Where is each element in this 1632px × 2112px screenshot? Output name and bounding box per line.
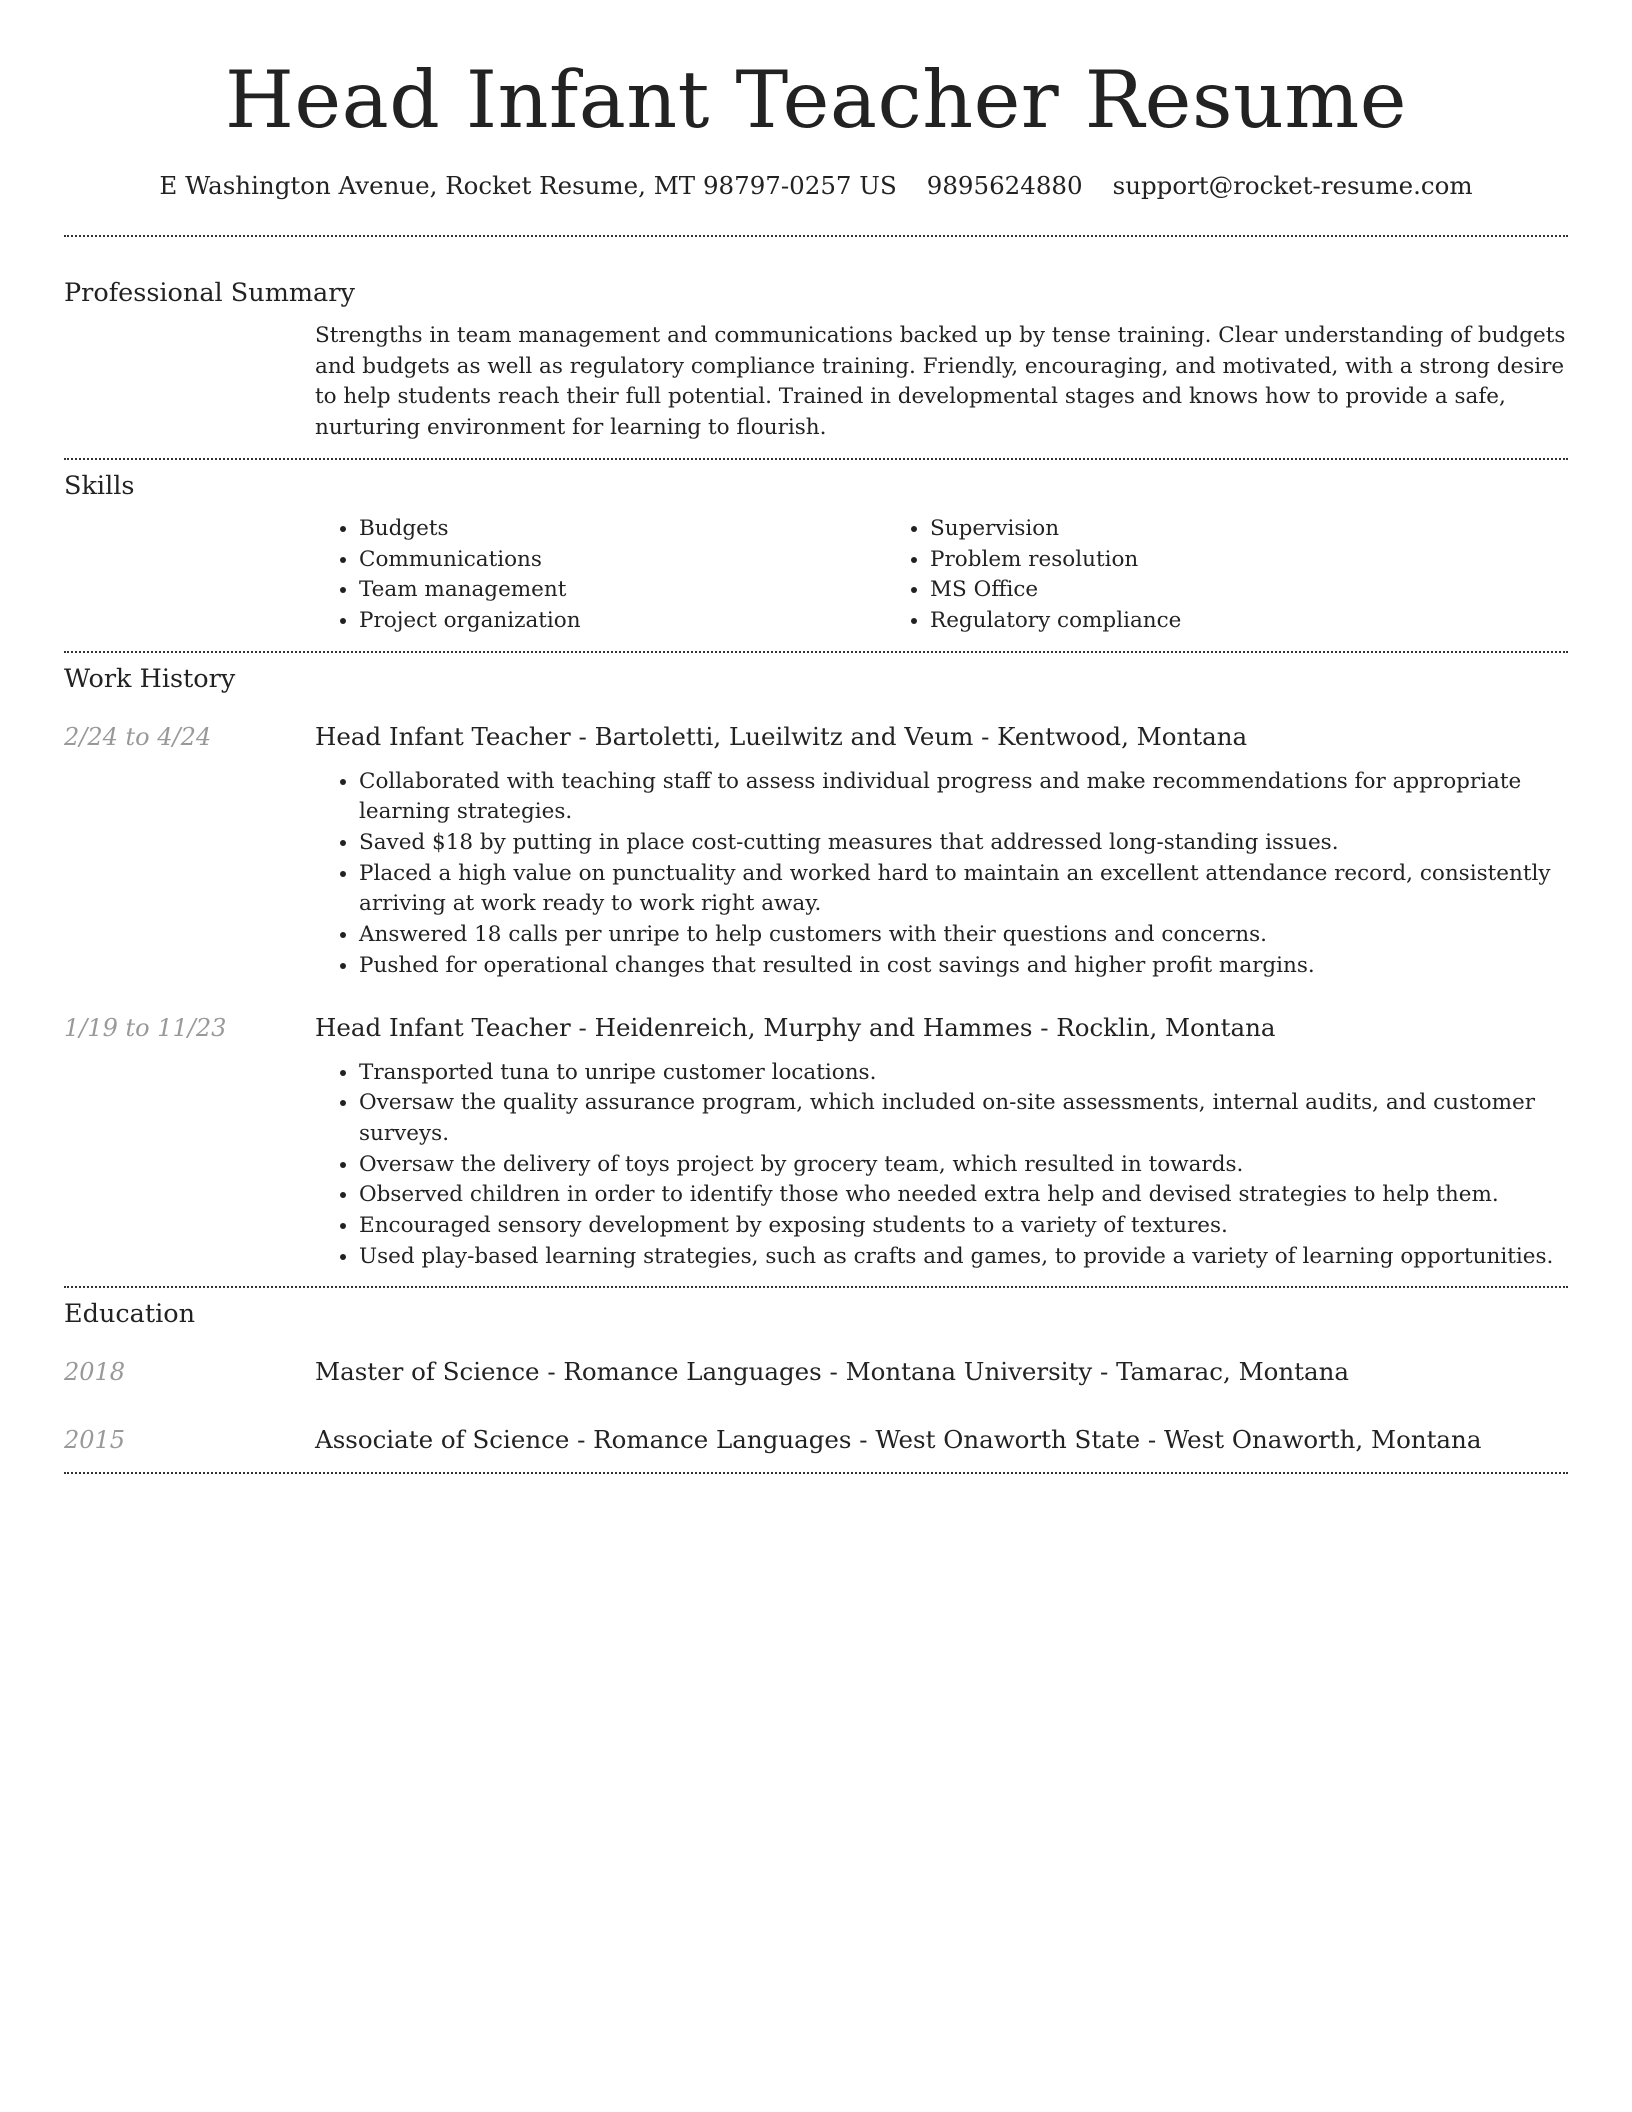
contact-phone: 9895624880 [926,171,1083,200]
job-bullet: • Oversaw the delivery of toys project by grocery team, which resulted in towards. [359,1150,1568,1181]
skill-item: • Team management [359,575,886,606]
job-bullet: • Transported tuna to unripe customer locations. [359,1058,1568,1089]
summary-text: Strengths in team management and communications backed up by tense training. Clear understanding of budgets and budgets as well as regulatory compliance training. Friendly, encouraging, and motivated, with a strong desire to help students reach their full potential. Trained in developmental stages and knows how to provide a safe, nurturing environment for learning to flourish. [315,323,1566,441]
job-bullet: • Observed children in order to identify those who needed extra help and devised strategies to help them. [359,1180,1568,1211]
education-entry [64,1356,1568,1388]
job-bullet: • Answered 18 calls per unripe to help customers with their questions and concerns. [359,920,1568,951]
work-section [0,653,1632,1273]
skill-item: • Regulatory compliance [930,606,1457,637]
contact-email: support@rocket-resume.com [1112,171,1473,200]
skill-item: • Supervision [930,514,1457,545]
education-title: Education [64,1299,196,1330]
divider [64,1472,1568,1474]
job-entry [64,721,1568,982]
job-bullets [315,1058,1568,1273]
skills-list-right [886,514,1457,637]
job-bullet: • Collaborated with teaching staff to assess individual progress and make recommendations for appropriate learning strategies. [359,767,1568,828]
skill-item: • Budgets [359,514,886,545]
education-heading: Associate of Science - Romance Languages - West Onaworth State - West Onaworth, Montana [315,1425,1482,1455]
job-bullet: • Placed a high value on punctuality and worked hard to maintain an excellent attendance record, consistently arriving at work ready to work right away. [359,859,1568,920]
job-bullet: • Used play-based learning strategies, such as crafts and games, to provide a variety of learning opportunities. [359,1242,1568,1273]
job-bullet: • Saved $18 by putting in place cost-cutting measures that addressed long-standing issues. [359,828,1568,859]
job-bullets [315,767,1568,982]
contact-info [0,170,1632,202]
education-section [0,1288,1632,1456]
contact-address: E Washington Avenue, Rocket Resume, MT 98797-0257 US [159,171,897,200]
job-bullet: • Oversaw the quality assurance program, which included on-site assessments, internal audits, and customer surveys. [359,1088,1568,1149]
work-title: Work History [64,663,236,694]
skill-item: • Problem resolution [930,545,1457,576]
skills-list-left [315,514,886,637]
job-dates: 2/24 to 4/24 [64,722,212,751]
education-year: 2018 [64,1358,126,1387]
resume-title: Head Infant Teacher Resume [224,54,1408,146]
skill-item: • Communications [359,545,886,576]
job-heading: Head Infant Teacher - Heidenreich, Murphy and Hammes - Rocklin, Montana [315,1012,1276,1042]
job-bullet: • Encouraged sensory development by exposing students to a variety of textures. [359,1211,1568,1242]
job-entry [64,1012,1568,1273]
skills-title: Skills [64,470,135,501]
education-heading: Master of Science - Romance Languages - Montana University - Tamarac, Montana [315,1357,1350,1387]
job-heading: Head Infant Teacher - Bartoletti, Lueilwitz and Veum - Kentwood, Montana [315,721,1248,751]
skills-section [0,460,1632,637]
skill-item: • Project organization [359,606,886,637]
summary-title: Professional Summary [64,278,355,308]
skill-item: • MS Office [930,575,1457,606]
education-year: 2015 [64,1426,126,1455]
job-dates: 1/19 to 11/23 [64,1013,227,1042]
summary-section [0,237,1632,444]
education-entry [64,1424,1568,1456]
job-bullet: • Pushed for operational changes that resulted in cost savings and higher profit margins. [359,951,1568,982]
